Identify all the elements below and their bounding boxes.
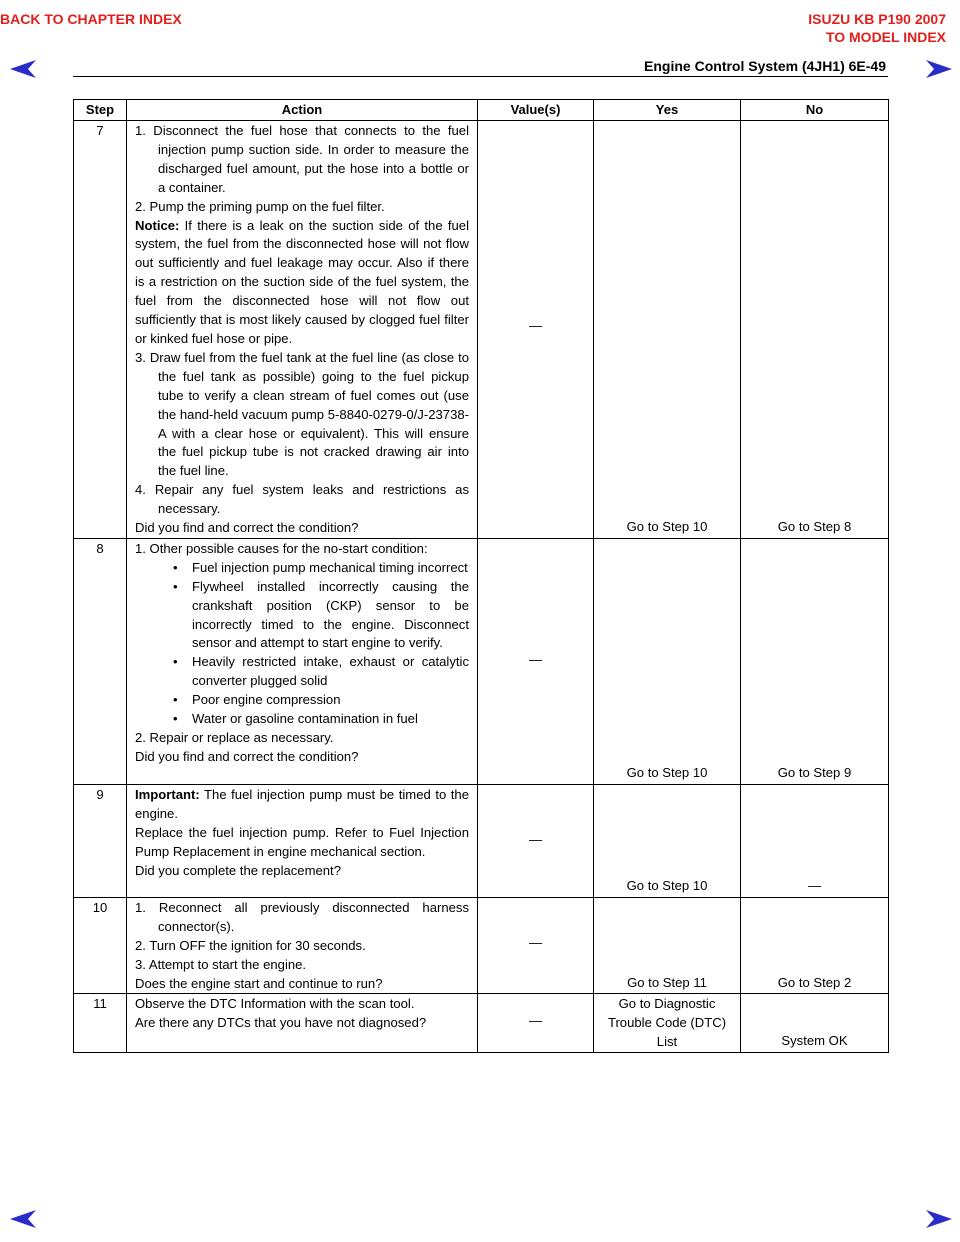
yes-result: Go to Step 10 xyxy=(626,765,708,781)
yes-result: Go to Step 10 xyxy=(626,519,708,535)
action-cell xyxy=(127,897,478,994)
table-row xyxy=(74,897,889,994)
action-paragraph: Replace the fuel injection pump. Refer to Fuel Injection Pump Replacement in engine mechanical section. xyxy=(135,824,469,859)
diagnostic-table xyxy=(73,99,889,1053)
no-cell xyxy=(741,784,889,897)
value-cell xyxy=(478,897,594,994)
yes-cell xyxy=(594,121,741,539)
no-result: System OK xyxy=(781,1033,848,1049)
step-number: 11 xyxy=(74,994,127,1053)
important-label: Important: xyxy=(135,786,200,802)
value-dash: — xyxy=(528,651,543,667)
no-cell xyxy=(741,897,889,994)
action-item: 2. Pump the priming pump on the fuel filter. xyxy=(135,198,385,214)
bullet-item: • Water or gasoline contamination in fuel xyxy=(135,710,469,729)
to-model-index-link[interactable]: TO MODEL INDEX xyxy=(825,29,946,45)
value-dash: — xyxy=(528,934,543,950)
action-item: 1. Other possible causes for the no-start condition: xyxy=(135,540,428,556)
action-paragraph: Observe the DTC Information with the scan tool. xyxy=(135,996,415,1012)
value-cell xyxy=(478,538,594,784)
value-dash: — xyxy=(528,318,543,333)
action-item: 1. Disconnect the fuel hose that connects to the fuel injection pump suction side. In order to measure the discharged fuel amount, put the hose into a bottle or a container. xyxy=(135,123,469,195)
important-text: The fuel injection pump must be timed to the engine. xyxy=(135,786,469,821)
action-item: 2. Repair or replace as necessary. xyxy=(135,730,334,745)
left-arrow-icon[interactable] xyxy=(8,1208,38,1230)
yes-result: Go to Step 10 xyxy=(626,878,708,894)
yes-cell xyxy=(594,994,741,1053)
action-item: 1. Reconnect all previously disconnected harness connector(s). xyxy=(135,899,469,934)
no-cell xyxy=(741,121,889,539)
left-arrow-icon[interactable] xyxy=(8,58,38,80)
table-row xyxy=(74,784,889,897)
yes-cell xyxy=(594,538,741,784)
action-item: 3. Draw fuel from the fuel tank at the fuel line (as close to the fuel tank as possible) going to the fuel pickup tube to verify a clean stream of fuel comes out (use the hand-held vacuum pump 5-8840-0279-0/J-23738-A with a clear hose or equivalent). This will ensure the fuel pickup tube is not cracked drawing air into the fuel line. xyxy=(135,349,469,479)
yes-result: Go to Diagnostic Trouble Code (DTC) List xyxy=(607,996,727,1050)
no-cell xyxy=(741,994,889,1053)
action-question: Did you complete the replacement? xyxy=(135,862,341,878)
table-row xyxy=(74,994,889,1053)
step-number: 7 xyxy=(74,121,127,539)
important-paragraph xyxy=(135,786,469,824)
action-cell xyxy=(127,121,478,539)
right-arrow-icon[interactable] xyxy=(924,58,954,80)
table-row xyxy=(74,538,889,784)
yes-cell xyxy=(594,784,741,897)
page-header-title: Engine Control System (4JH1) 6E-49 xyxy=(644,58,886,74)
action-item: 4. Repair any fuel system leaks and restrictions as necessary. xyxy=(135,482,469,517)
value-cell xyxy=(478,784,594,897)
column-header-values: Value(s) xyxy=(478,100,594,121)
table-header-row xyxy=(74,100,889,121)
action-item: 3. Attempt to start the engine. xyxy=(135,956,307,972)
action-cell xyxy=(127,994,478,1053)
value-dash: — xyxy=(528,831,543,847)
right-arrow-icon[interactable] xyxy=(924,1208,954,1230)
yes-result: Go to Step 11 xyxy=(627,974,707,990)
action-question: Did you find and correct the condition? xyxy=(135,520,359,536)
column-header-yes: Yes xyxy=(594,100,741,121)
column-header-no: No xyxy=(741,100,889,121)
value-cell xyxy=(478,121,594,539)
action-question: Did you find and correct the condition? xyxy=(135,748,359,764)
no-result: Go to Step 9 xyxy=(777,765,852,781)
no-result: Go to Step 2 xyxy=(777,974,852,990)
action-question: Does the engine start and continue to run? xyxy=(135,975,383,991)
bullet-item: • Fuel injection pump mechanical timing incorrect xyxy=(135,559,469,578)
model-title: ISUZU KB P190 2007 xyxy=(808,11,946,27)
no-result: — xyxy=(807,878,822,894)
action-item: 2. Turn OFF the ignition for 30 seconds. xyxy=(135,937,366,953)
value-cell xyxy=(478,994,594,1053)
column-header-action: Action xyxy=(127,100,478,121)
bullet-item: • Flywheel installed incorrectly causing the crankshaft position (CKP) sensor to be incorrectly timed to the engine. Disconnect sensor and attempt to start engine to verify. xyxy=(135,578,469,654)
step-number: 8 xyxy=(74,538,127,784)
action-question: Are there any DTCs that you have not diagnosed? xyxy=(135,1015,427,1031)
no-cell xyxy=(741,538,889,784)
notice-paragraph xyxy=(135,217,469,349)
bullet-item: • Heavily restricted intake, exhaust or catalytic converter plugged solid xyxy=(135,653,469,691)
header-divider xyxy=(73,76,888,77)
column-header-step: Step xyxy=(74,100,127,121)
bullet-item: • Poor engine compression xyxy=(135,691,469,710)
action-cell xyxy=(127,538,478,784)
back-to-chapter-index-link[interactable]: BACK TO CHAPTER INDEX xyxy=(0,11,182,27)
action-cell xyxy=(127,784,478,897)
notice-text: If there is a leak on the suction side of the fuel system, the fuel from the disconnected hose will not flow out sufficiently and fuel leakage may occur. Also if there is a restriction on the suction side of the fuel system, the fuel from the disconnected hose will not flow out sufficiently that is most likely caused by clogged fuel filter or kinked fuel hose or pipe. xyxy=(135,217,469,346)
step-number: 9 xyxy=(74,784,127,897)
table-row xyxy=(74,121,889,539)
no-result: Go to Step 8 xyxy=(777,519,852,535)
notice-label: Notice: xyxy=(135,217,180,233)
yes-cell xyxy=(594,897,741,994)
value-dash: — xyxy=(528,1013,543,1029)
step-number: 10 xyxy=(74,897,127,994)
